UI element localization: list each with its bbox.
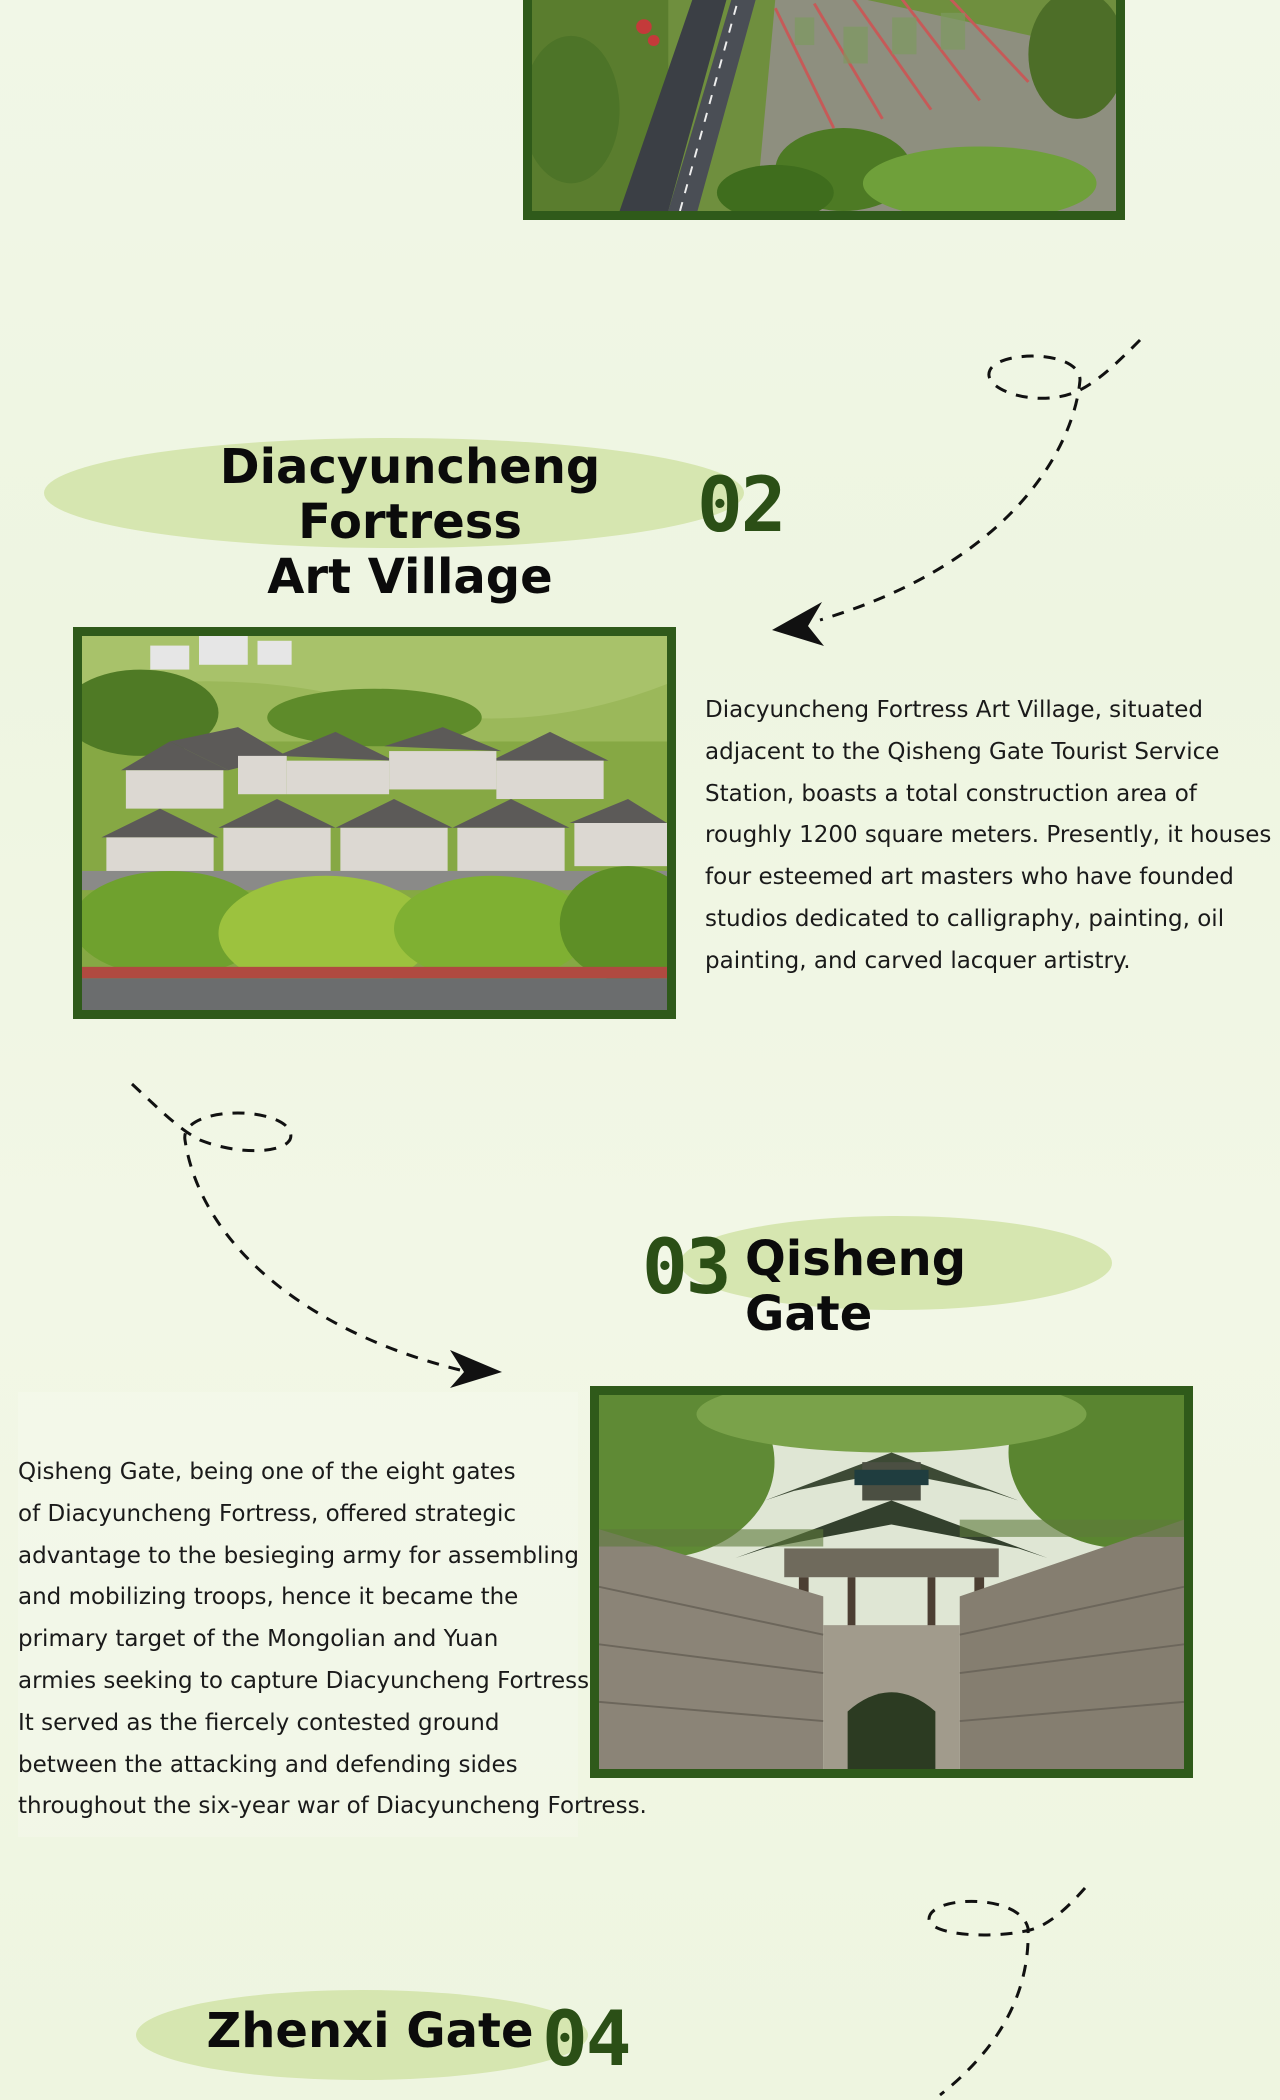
section-02-title-line1: Diacyuncheng Fortress <box>219 439 601 551</box>
section-03-title: Qisheng Gate <box>745 1231 967 1343</box>
dashed-arrow-icon <box>900 1880 1200 2100</box>
dashed-arrow-icon <box>760 330 1160 650</box>
section-03-number: 03 <box>642 1222 730 1311</box>
art-village-photo <box>73 627 676 1019</box>
section-02-number: 02 <box>697 460 785 549</box>
dashed-arrow-icon <box>120 1080 520 1400</box>
section-03-description: Qisheng Gate, being one of the eight gates of Diacyuncheng Fortress, offered strategic advantage to the besieging army for assembling and mobilizing troops, hence it became the primary target of the Mongolian and Yuan armies seeking to capture Diacyuncheng Fortress. It served as the fiercely contested ground between the attacking and defending sides throughout the six-year war of Diacyuncheng Fortress. <box>18 1459 647 1820</box>
qisheng-gate-photo <box>590 1386 1193 1778</box>
section-04-title: Zhenxi Gate <box>206 2003 534 2059</box>
section-02-description: Diacyuncheng Fortress Art Village, situated adjacent to the Qisheng Gate Tourist Service Station, boasts a total construction area of roughly 1200 square meters. Presently, it houses four esteemed art masters who have founded studios dedicated to calligraphy, painting, oil painting, and carved lacquer artistry. <box>705 697 1272 974</box>
section-04-number: 04 <box>542 1994 630 2083</box>
aerial-road-photo <box>523 0 1125 220</box>
section-02-title-line2: Art Village <box>267 549 553 606</box>
section-02-title <box>100 440 720 606</box>
